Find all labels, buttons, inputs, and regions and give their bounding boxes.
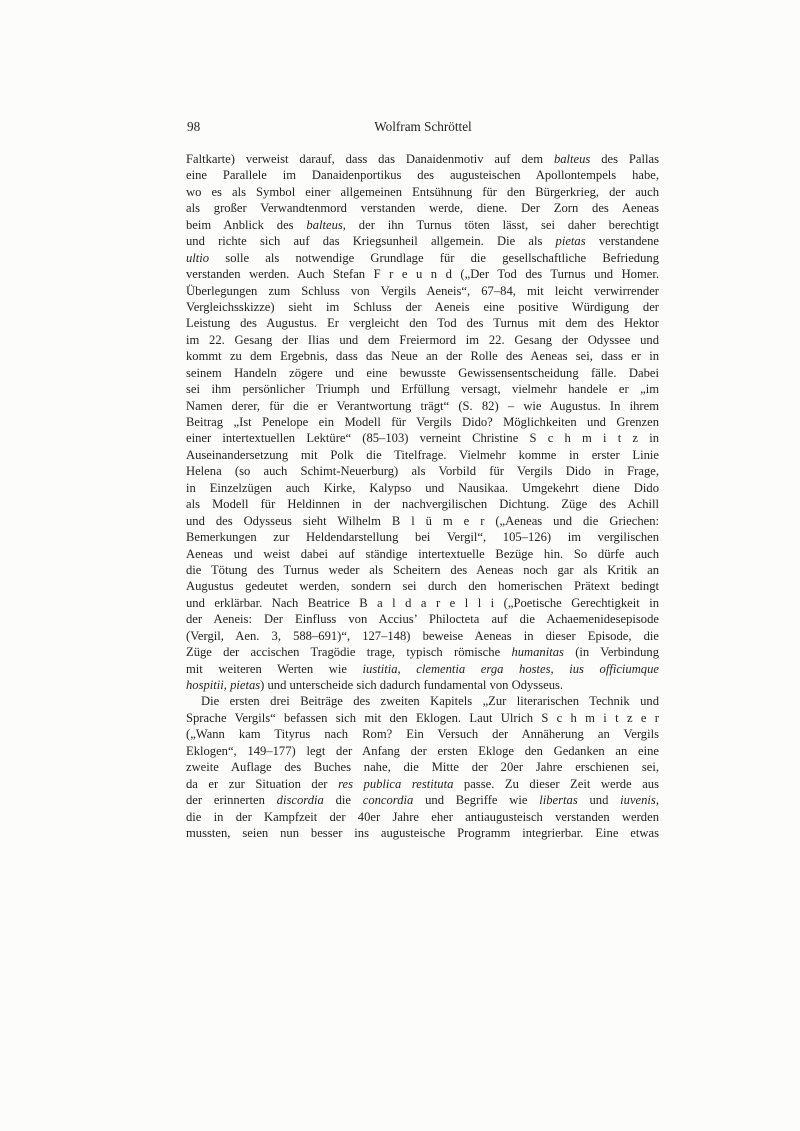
italic-run: hospitii, pietas (186, 678, 261, 692)
text-line: Beitrag „Ist Penelope ein Modell für Vergils Dido? Möglichkeiten und Grenzen (186, 415, 659, 429)
text-line: verstanden werden. Auch Stefan F r e u n d („Der Tod des Turnus und Homer. (186, 267, 659, 282)
text-line: kommt zu dem Ergebnis, dass das Neue an der Rolle des Aeneas sei, dass er in (186, 349, 659, 364)
text-line: da er zur Situation der res publica restituta passe. Zu dieser Zeit werde aus (186, 776, 659, 791)
text-line: Helena (so auch Schimt-Neuerburg) als Vorbild für Vergils Dido in Frage, (186, 464, 659, 479)
text-line: als Modell für Heldinnen in der nachvergilischen Dichtung. Züge des Achill (186, 497, 659, 512)
text-line: hospitii, pietas) und unterscheide sich dadurch fundamental von Odysseus. (186, 678, 564, 692)
text-line: eine Parallele im Danaidenportikus des augusteischen Apollontempels habe, (186, 168, 659, 183)
text-line: im 22. Gesang der Ilias und dem Freiermord im 22. Gesang der Odyssee und (186, 332, 659, 347)
italic-run: res publica restituta (338, 776, 454, 791)
text-line: Züge der accischen Tragödie trage, typisch römische humanitas (in Verbindung (186, 645, 659, 660)
page-number: 98 (187, 119, 201, 134)
text-line: und erklärbar. Nach Beatrice B a l d a r e l l i („Poetische Gerechtigkeit in (186, 595, 659, 610)
page-header (187, 118, 659, 135)
italic-run: balteus, (306, 217, 346, 232)
text-line: Augustus gedeutet werden, sondern sei durch den homerischen Prätext bedingt (186, 579, 659, 594)
italic-run: discordia (276, 793, 324, 808)
text-line: sei ihm persönlicher Triumph und Erfüllung versagt, vielmehr handele er „im (186, 382, 659, 397)
text-line: Die ersten drei Beiträge des zweiten Kapitels „Zur literarischen Technik und (201, 694, 659, 709)
text-line: einer intertextuellen Lektüre“ (85–103) verneint Christine S c h m i t z in (186, 431, 659, 446)
text-line: Faltkarte) verweist darauf, dass das Danaidenmotiv auf dem balteus des Pallas (186, 152, 659, 166)
text-line: mit weiteren Werten wie iustitia, clementia erga hostes, ius officiumque (186, 661, 659, 676)
text-line: Sprache Vergils“ befassen sich mit den Eklogen. Laut Ulrich S c h m i t z e r (186, 710, 659, 725)
italic-run: pietas (555, 234, 586, 249)
italic-run: ultio (186, 250, 210, 265)
text-line: die in der Kampfzeit der 40er Jahre eher antiaugusteisch verstanden werden (186, 809, 659, 824)
text-line: und des Odysseus sieht Wilhelm B l ü m e r („Aeneas und die Griechen: (186, 513, 659, 528)
text-line: der Aeneis: Der Einfluss von Accius’ Philocteta auf die Achaemenidesepisode (186, 612, 659, 627)
text-line: Eklogen“, 149–177) legt der Anfang der ersten Ekloge den Gedanken an eine (186, 743, 659, 758)
text-line: die Tötung des Turnus weder als Scheitern des Aeneas noch gar als Kritik an (186, 562, 659, 577)
italic-run: concordia (362, 793, 414, 808)
text-line: mussten, seien nun besser ins augusteische Programm integrierbar. Eine etwas (186, 825, 659, 840)
text-line: wo es als Symbol einer allgemeinen Entsühnung für den Bürgerkrieg, der auch (186, 184, 659, 199)
text-line: ultio solle als notwendige Grundlage für die gesellschaftliche Befriedung (186, 250, 659, 265)
text-line: (Vergil, Aen. 3, 588–691)“, 127–148) beweise Aeneas in dieser Episode, die (186, 628, 659, 643)
text-line: Namen derer, für die er Verantwortung trägt“ (S. 82) – wie Augustus. In ihrem (186, 398, 659, 413)
italic-run: libertas (539, 793, 578, 808)
text-line: Überlegungen zum Schluss von Vergils Aeneis“, 67–84, mit leicht verwirrender (186, 283, 659, 298)
text-line: der erinnerten discordia die concordia und Begriffe wie libertas und iuvenis, (186, 793, 659, 808)
italic-run: iuvenis, (620, 793, 659, 808)
body-text (186, 151, 659, 841)
running-title: Wolfram Schröttel (374, 119, 472, 134)
text-line: Bemerkungen zur Heldendarstellung bei Vergil“, 105–126) im vergilischen (186, 530, 659, 545)
text-line: Leistung des Augustus. Er vergleicht den Tod des Turnus mit dem des Hektor (186, 316, 659, 331)
text-line: in Einzelzügen auch Kirke, Kalypso und Nausikaa. Umgekehrt diene Dido (186, 480, 659, 495)
text-line: und richte sich auf das Kriegsunheil allgemein. Die als pietas verstandene (186, 234, 659, 249)
text-line: Vergleichsskizze) sieht im Schluss der Aeneis eine positive Würdigung der (186, 299, 659, 314)
italic-run: iustitia, clementia erga hostes, ius officiumque (362, 661, 659, 676)
italic-run: balteus (553, 152, 591, 166)
italic-run: humanitas (511, 645, 564, 660)
text-line: Aeneas und weist dabei auf ständige intertextuelle Bezüge hin. So dürfe auch (186, 546, 659, 561)
text-line: („Wann kam Tityrus nach Rom? Ein Versuch der Annäherung an Vergils (186, 727, 659, 742)
text-line: seinem Handeln zögere und eine bewusste Gewissensentscheidung fälle. Dabei (186, 365, 659, 380)
text-line: als großer Verwandtenmord verstanden werde, diene. Der Zorn des Aeneas (186, 201, 659, 216)
text-line: zweite Auflage des Buches nahe, die Mitte der 20er Jahre erschienen sei, (186, 760, 659, 775)
text-line: beim Anblick des balteus, der ihn Turnus töten lässt, sei daher berechtigt (186, 217, 659, 232)
text-line: Auseinandersetzung mit Polk die Titelfrage. Vielmehr komme in erster Linie (186, 447, 659, 462)
